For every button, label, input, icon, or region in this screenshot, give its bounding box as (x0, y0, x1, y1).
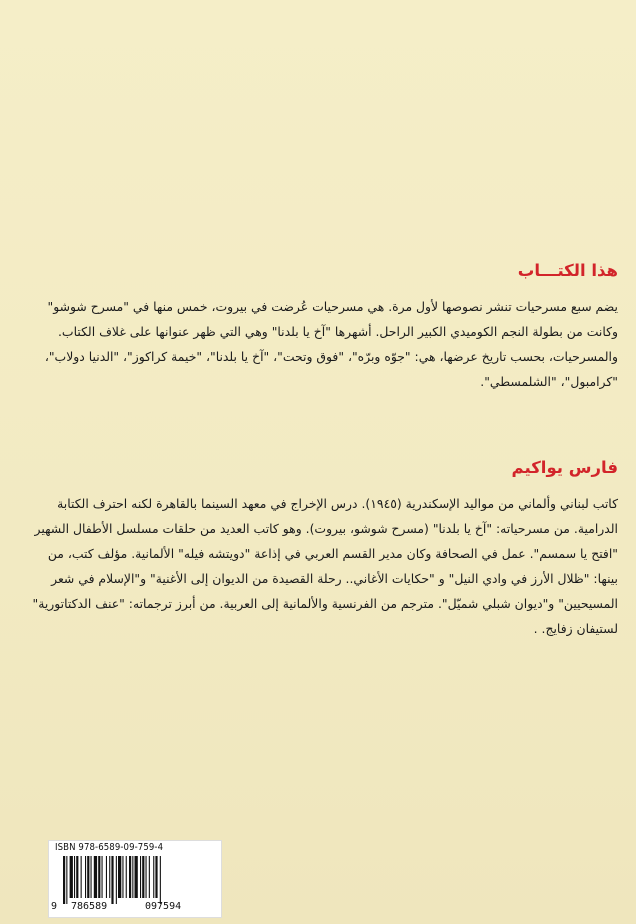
barcode-bar (122, 856, 123, 898)
author-name-heading: فارس يواكيم (511, 458, 618, 477)
barcode-bar (66, 856, 67, 904)
barcode-right-digits: 097594 (145, 901, 182, 912)
barcode-bar (102, 856, 103, 898)
barcode-bar (76, 856, 78, 898)
barcode-bar (135, 856, 138, 898)
about-line: والمسرحيات، بحسب تاريخ عرضها، هي: "جوّه وبرّه"، "فوق وتحت"، "آخ يا بلدنا"، "خيمة كراكوز"، "الدنيا دولاب"، (44, 349, 618, 364)
barcode-bar (91, 856, 92, 898)
author-line: "افتح يا سمسم". عمل في الصحافة وكان مدير القسم العربي في إذاعة "دويتشه فيله" الألمانية. مؤلف كتب، من (47, 546, 618, 561)
barcode-bar (132, 856, 133, 898)
barcode-bar (109, 856, 110, 898)
barcode-bar (142, 856, 144, 898)
barcode-bars-icon (57, 856, 213, 904)
author-line: بينها: "ظلال الأرز في وادي النيل" و "حكايات الأغاني.. رحلة القصيدة من الديوان إلى الأغنية" و"الإسلام في شعر (51, 571, 618, 586)
barcode-bar (153, 856, 154, 898)
about-line: "كرامبول"، "الشلمسطي". (480, 374, 618, 389)
barcode-bar (129, 856, 131, 898)
barcode-bar (140, 856, 141, 898)
barcode-bar (126, 856, 127, 898)
barcode-bar (94, 856, 97, 898)
barcode-bar (118, 856, 121, 898)
author-section (32, 457, 618, 641)
barcode-bar (63, 856, 65, 904)
author-line: المسيحيين" و"ديوان شبلي شميّل". مترجم من الفرنسية والألمانية إلى العربية. من أبرز ترجماته: "عنف الدكتاتورية" (32, 596, 618, 611)
barcode-bar (106, 856, 107, 898)
barcode-bar (70, 856, 73, 898)
barcode-bar (146, 856, 147, 898)
barcode-bar (85, 856, 86, 898)
barcode-bar (111, 856, 113, 904)
barcode-bar (116, 856, 117, 904)
about-book-paragraph (44, 294, 618, 394)
barcode-bar (149, 856, 150, 898)
barcode-bar (160, 856, 161, 904)
barcode-bar (155, 856, 157, 898)
barcode-bar (87, 856, 89, 898)
about-line: يضم سبع مسرحيات تنشر نصوصها لأول مرة. هي مسرحيات عُرضت في بيروت، خمس منها في "مسرح شوشو" (47, 299, 618, 314)
author-line: الدرامية. من مسرحياته: "آخ يا بلدنا" (مسرح شوشو، بيروت). وهو كاتب العديد من حلقات مسلسل الأطفال الشهير (34, 521, 618, 536)
barcode-bar (81, 856, 82, 898)
barcode-bar (98, 856, 100, 898)
author-line: كاتب لبناني وألماني من مواليد الإسكندرية (١٩٤٥). درس الإخراج في معهد السينما بالقاهرة لكنه احترف الكتابة (57, 496, 618, 511)
about-book-section (44, 260, 618, 394)
author-line: لستيفان زفايج. . (533, 621, 618, 636)
isbn-barcode (48, 840, 222, 918)
author-bio-paragraph (32, 491, 618, 641)
about-book-heading: هذا الكتـــاب (517, 261, 618, 280)
about-line: وكانت من بطولة النجم الكوميدي الكبير الراحل. أشهرها "آخ يا بلدنا" وهي التي ظهر عنوانها على غلاف الكتاب. (57, 324, 618, 339)
barcode-lead-digit: 9 (51, 901, 58, 912)
barcode-bar (74, 856, 75, 898)
isbn-label: ISBN 978-6589-09-759-4 (55, 842, 164, 853)
barcode-left-digits: 786589 (71, 901, 108, 912)
